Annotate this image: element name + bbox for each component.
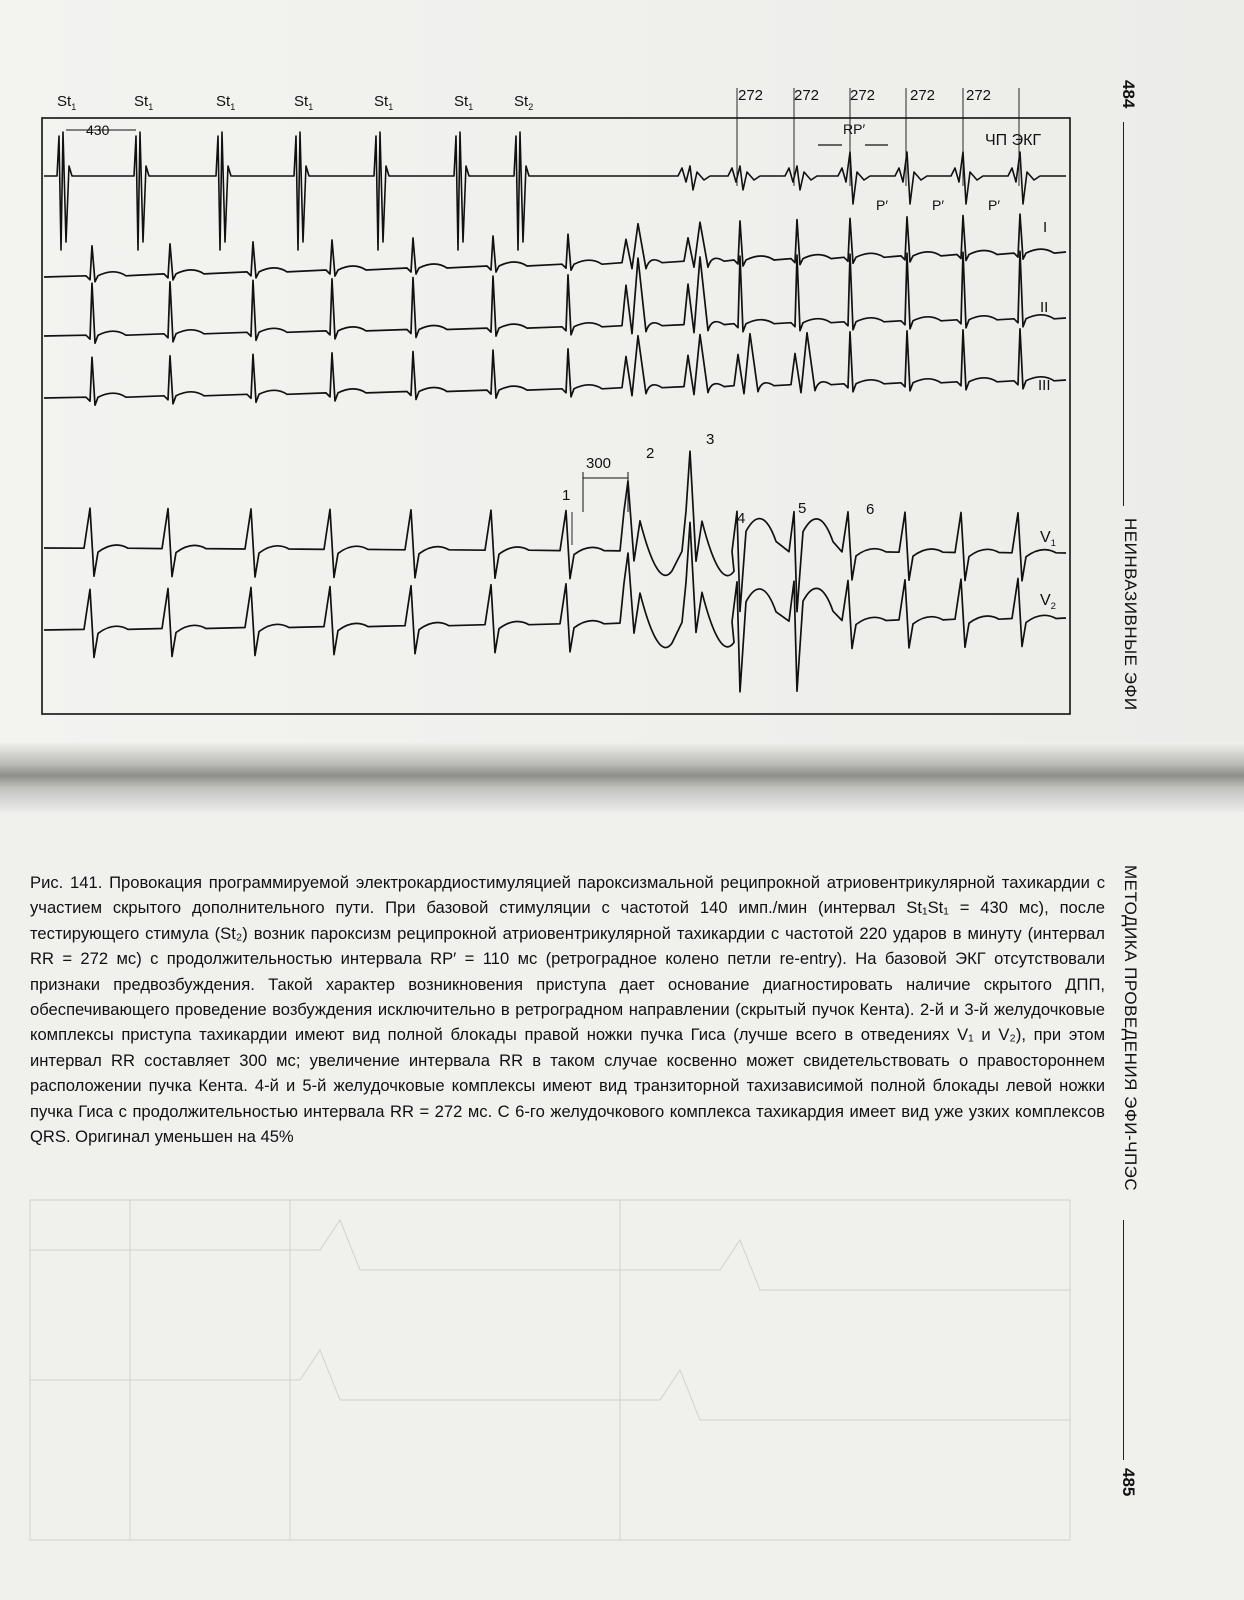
complex-number-label: 2 [646, 445, 655, 462]
esophageal-ecg-trace [44, 132, 1066, 250]
caption-text: Рис. 141. Провокация программируемой электрокардиостимуляцией пароксизмальной реципрокной атриовентрикулярной тахикардии с участием скрытого дополнительного пути. При базовой стимуляции с частотой 140 имп./мин (интервал St₁St₁ = 430 мс), после тестирующего стимула (St₂) возник пароксизм реципрокной атриовентрикулярной тахикардии с частотой 220 ударов в минуту (интервал RR = 272 мс) с продолжительностью интервала RP′ = 110 мс (ретроградное колено петли re-entry). На базовой ЭКГ отсутствовали признаки предвозбуждения. Такой характер возникновения приступа дает основание диагностировать наличие скрытого ДПП, обеспечивающего проведение возбуждения исключительно в ретроградном направлении (скрытый пучок Кента). 2-й и 3-й желудочковые комплексы приступа тахикардии имеют вид полной блокады правой ножки пучка Гиса (лучше всего в отведениях V₁ и V₂), при этом интервал RR составляет 300 мс; увеличение интервала RR в таком случае косвенно может свидетельствовать о правостороннем расположении пучка Кента. 4-й и 5-й желудочковые комплексы имеют вид транзиторной тахизависимой полной блокады левой ножки пучка Гиса с продолжительностью интервала RR = 272 мс. С 6-го желудочкового комплекса тахикардия имеет вид уже узких комплексов QRS. Оригинал уменьшен на 45% [30, 873, 1105, 1147]
lead-label-esophageal: ЧП ЭКГ [985, 132, 1042, 149]
rr-interval-label: 272 [850, 87, 876, 104]
book-fold-shadow [0, 742, 1244, 812]
stimulus-label: $St_1$ [216, 93, 236, 112]
lead-label-V1: $V_1$ [1040, 529, 1057, 549]
rr-interval-label: 272 [966, 87, 992, 104]
stimulus-label: $St_1$ [294, 93, 314, 112]
ecg-figure [0, 0, 1244, 742]
interval-300-label: 300 [586, 455, 612, 472]
complex-number-label: 4 [737, 510, 746, 527]
page-number-bottom: 485 [1119, 1468, 1138, 1497]
lead-I-trace [44, 214, 1066, 282]
lead-V2-trace [44, 522, 1066, 691]
lead-V1-trace [44, 451, 1066, 612]
lead-III-trace [44, 329, 1066, 405]
margin-rule-bottom [1123, 1220, 1124, 1460]
p-prime-label: P′ [932, 197, 944, 213]
rr-interval-label: 272 [910, 87, 936, 104]
lead-label-I: I [1043, 219, 1048, 236]
lead-label-V2: $V_2$ [1040, 592, 1057, 612]
margin-rule-top [1123, 122, 1124, 506]
rp-interval-label: RP′ [843, 121, 866, 137]
running-head-bottom: МЕТОДИКА ПРОВЕДЕНИЯ ЭФИ-ЧПЭС [1121, 865, 1140, 1192]
stimulus-label: $St_2$ [514, 93, 534, 112]
lead-label-III: III [1038, 377, 1051, 394]
complex-number-label: 1 [562, 487, 571, 504]
interval-430-label: 430 [86, 122, 110, 138]
stimulus-label: $St_1$ [134, 93, 154, 112]
bleed-through-ghost [20, 1180, 1100, 1560]
stimulus-label: $St_1$ [57, 93, 77, 112]
lead-label-II: II [1040, 299, 1049, 316]
p-prime-label: P′ [988, 197, 1000, 213]
rr-interval-label: 272 [794, 87, 820, 104]
figure-caption [30, 870, 1105, 1149]
complex-number-label: 3 [706, 431, 715, 448]
rr-interval-label: 272 [738, 87, 764, 104]
running-head-top: НЕИНВАЗИВНЫЕ ЭФИ [1121, 518, 1140, 711]
page-number-top: 484 [1119, 80, 1138, 109]
p-prime-label: P′ [876, 197, 888, 213]
stimulus-label: $St_1$ [374, 93, 394, 112]
complex-number-label: 5 [798, 500, 807, 517]
stimulus-label: $St_1$ [454, 93, 474, 112]
ecg-traces [44, 132, 1066, 692]
complex-number-label: 6 [866, 501, 875, 518]
